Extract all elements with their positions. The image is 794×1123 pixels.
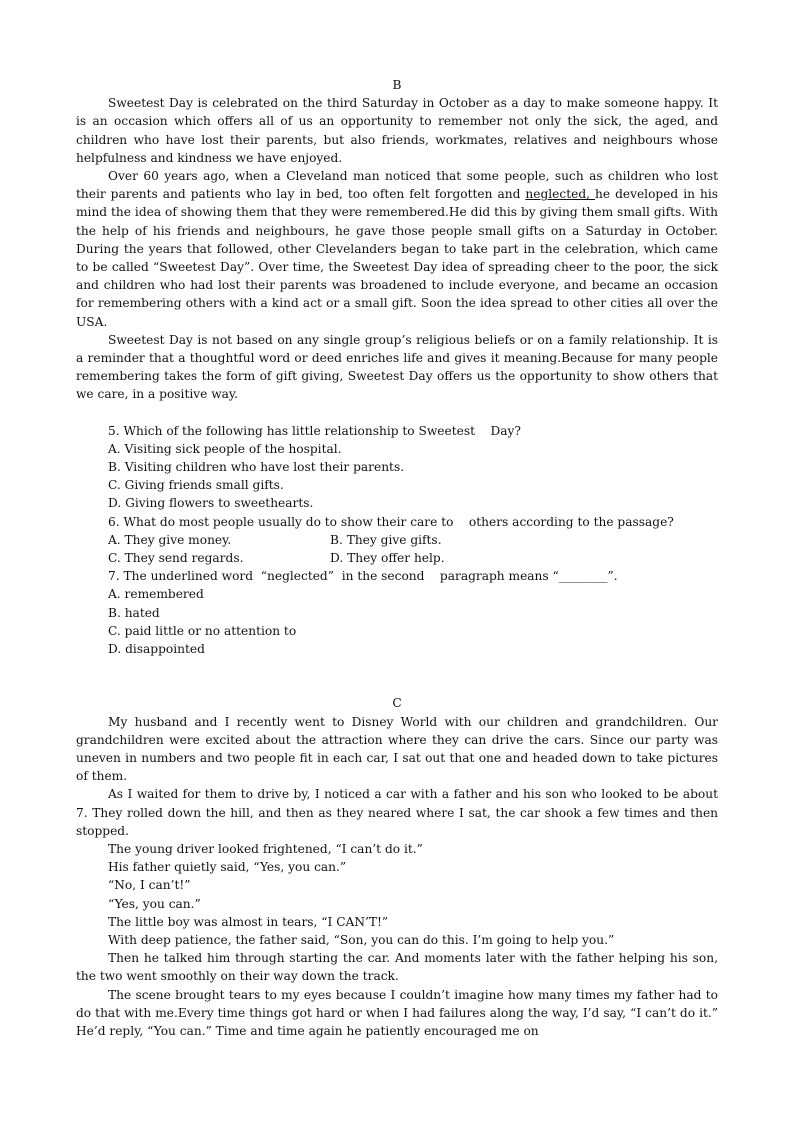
question-7-option-b: B. hated — [108, 605, 160, 620]
question-5: 5. Which of the following has little relationship to Sweetest Day? — [108, 423, 521, 438]
question-5-option-c: C. Giving friends small gifts. — [108, 478, 284, 493]
question-6-option-d: D. They offer help. — [330, 551, 445, 566]
document-page — [76, 76, 718, 1040]
passage-b-paragraph-2 — [76, 167, 718, 331]
passage-b-paragraph-1: Sweetest Day is celebrated on the third Saturday in October as a day to make someone happy. It is an occasion which offers all of us an opportunity to remember not only the sick, the aged, and children who have lost their parents, but also friends, workmates, relatives and neighbours whose helpfulness and kindness we have enjoyed. — [76, 96, 718, 165]
passage-c-paragraph-4: His father quietly said, “Yes, you can.” — [108, 860, 347, 875]
passage-c-paragraph-9: Then he talked him through starting the car. And moments later with the father helping his son, the two went smoothly on their way down the track. — [76, 951, 718, 984]
passage-c-title: C — [392, 696, 402, 711]
question-6: 6. What do most people usually do to show their care to others according to the passage? — [108, 514, 674, 529]
question-7: 7. The underlined word “neglected” in the second paragraph means “________”. — [108, 569, 618, 584]
underlined-word-neglected: neglected, — [525, 187, 595, 202]
passage-c-paragraph-2: As I waited for them to drive by, I noticed a car with a father and his son who looked to be about 7. They rolled down the hill, and then as they neared where I sat, the car shook a few times and then stopped. — [76, 787, 718, 838]
spacer — [76, 658, 718, 694]
question-6-option-a: A. They give money. — [108, 532, 232, 547]
paragraph-2-rest: he developed in his mind the idea of showing them that they were remembered.He did this by giving them small gifts. With the help of his friends and neighbours, he gave those people small gifts on a Saturday in October. During the years that followed, other Clevelanders began to take part in the celebration, which came to be called “Sweetest Day”. Over time, the Sweetest Day idea of spreading cheer to the poor, the sick and children who had lost their parents was broadened to include everyone, and became an occasion for remembering others with a kind act or a small gift. Soon the idea spread to other cities all over the USA. — [76, 187, 718, 329]
question-5-option-a: A. Visiting sick people of the hospital. — [108, 441, 342, 456]
passage-c-paragraph-7: The little boy was almost in tears, “I CAN’T!” — [108, 914, 389, 929]
question-6-option-b: B. They give gifts. — [330, 532, 442, 547]
question-7-option-a: A. remembered — [108, 587, 204, 602]
question-6-options-row-1 — [76, 531, 718, 549]
passage-b-title: B — [392, 78, 402, 92]
passage-c-paragraph-8: With deep patience, the father said, “Son, you can do this. I’m going to help you.” — [108, 932, 615, 947]
passage-c-paragraph-3: The young driver looked frightened, “I can’t do it.” — [108, 841, 423, 856]
question-5-option-d: D. Giving flowers to sweethearts. — [108, 496, 314, 511]
passage-c-paragraph-5: “No, I can’t!” — [108, 878, 191, 893]
passage-b-paragraph-3: Sweetest Day is not based on any single group’s religious beliefs or on a family relationship. It is a reminder that a thoughtful word or deed enriches life and gives it meaning.Because for many people remembering takes the form of gift giving, Sweetest Day offers us the opportunity to show others that we care, in a positive way. — [76, 332, 718, 402]
question-6-options-row-2 — [76, 549, 718, 567]
question-5-option-b: B. Visiting children who have lost their parents. — [108, 460, 405, 475]
question-7-option-c: C. paid little or no attention to — [108, 623, 297, 638]
passage-c-paragraph-10: The scene brought tears to my eyes because I couldn’t imagine how many times my father had to do that with me.Every time things got hard or when I had failures along the way, I’d say, “I can’t do it.” He’d reply, “You can.” Time and time again he patiently encouraged me on — [76, 987, 718, 1038]
spacer — [76, 404, 718, 422]
question-7-option-d: D. disappointed — [108, 642, 205, 657]
paragraph-2-start: Over 60 years ago, when a Cleveland man noticed that some people, such as children who lost their parents and patients who lay in bed, too often felt forgotten and — [76, 169, 718, 202]
passage-c-paragraph-6: “Yes, you can.” — [108, 896, 201, 911]
question-6-option-c: C. They send regards. — [108, 551, 244, 566]
passage-c-paragraph-1: My husband and I recently went to Disney World with our children and grandchildren. Our grandchildren were excited about the attraction where they can drive the cars. Since our party was uneven in numbers and two people fit in each car, I sat out that one and headed down to take pictures of them. — [76, 714, 718, 784]
